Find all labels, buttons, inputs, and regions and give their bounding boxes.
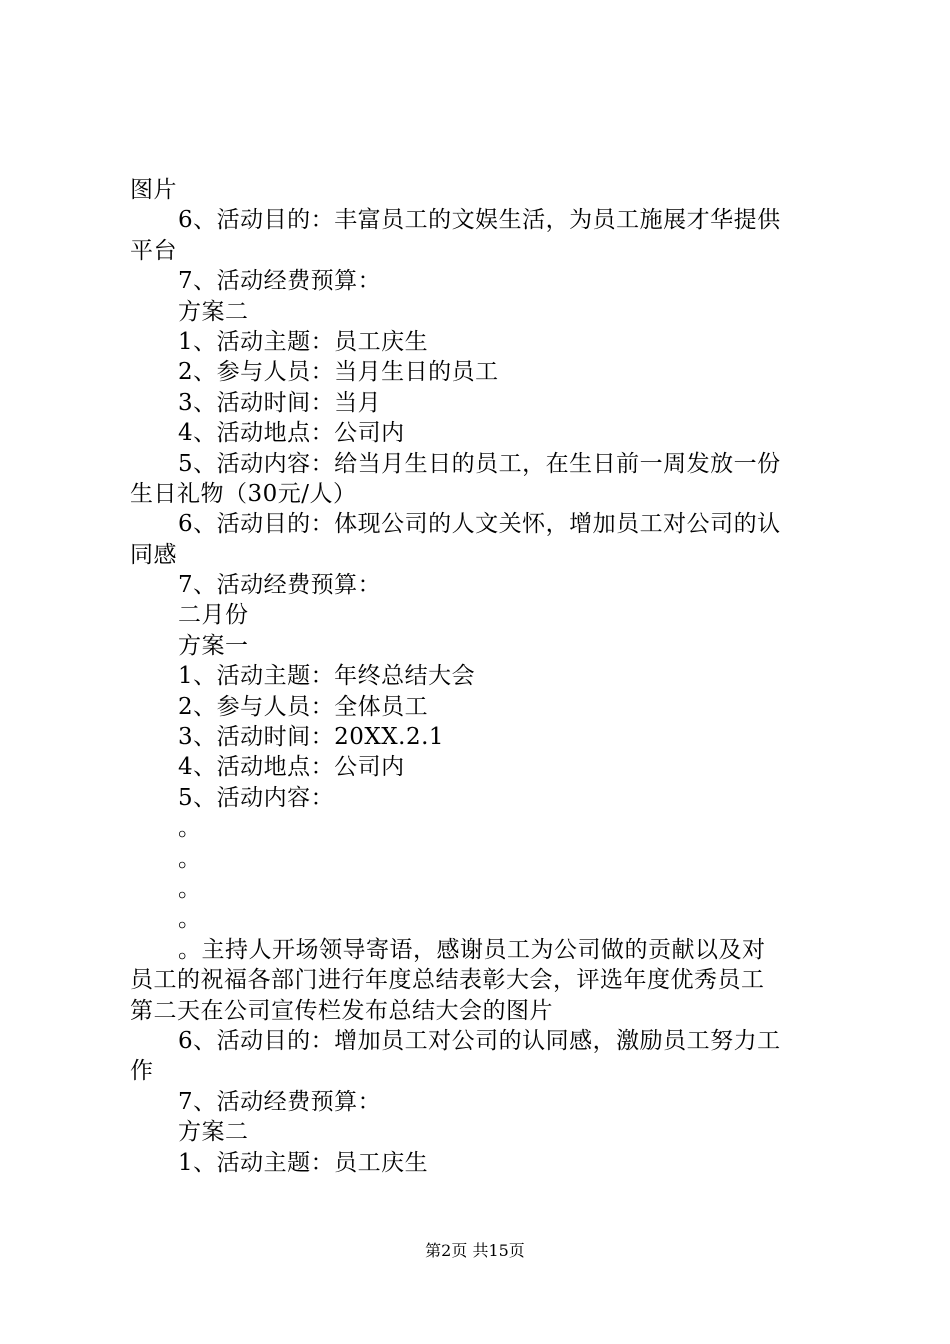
text-line: 3、活动时间：20XX.2.1 bbox=[178, 724, 445, 751]
text-line: 1、活动主题：员工庆生 bbox=[178, 1149, 429, 1176]
text-line: 3、活动时间：当月 bbox=[178, 389, 382, 416]
text-line: 。 bbox=[178, 875, 202, 902]
page-number-footer: 第2页 共15页 bbox=[425, 1241, 525, 1260]
text-line: 4、活动地点：公司内 bbox=[178, 420, 405, 447]
text-line: 4、活动地点：公司内 bbox=[178, 754, 405, 781]
text-line: 方案二 bbox=[178, 1119, 249, 1146]
text-line: 方案一 bbox=[178, 632, 249, 659]
text-line: 图片 bbox=[130, 177, 177, 203]
text-line: 员工的祝福各部门进行年度总结表彰大会，评选年度优秀员工 bbox=[130, 967, 765, 994]
text-line: 7、活动经费预算： bbox=[178, 572, 382, 599]
text-line: 。 bbox=[178, 815, 202, 842]
text-line: 平台 bbox=[130, 237, 177, 264]
text-line: 生日礼物（30元/人） bbox=[130, 480, 357, 507]
text-line: 7、活动经费预算： bbox=[178, 268, 382, 295]
text-line: 。主持人开场领导寄语，感谢员工为公司做的贡献以及对 bbox=[178, 936, 766, 963]
text-line: 方案二 bbox=[178, 298, 249, 325]
text-line: 5、活动内容：给当月生日的员工，在生日前一周发放一份 bbox=[178, 450, 781, 477]
text-line: 6、活动目的：丰富员工的文娱生活，为员工施展才华提供 bbox=[178, 207, 781, 234]
text-line: 作 bbox=[130, 1058, 154, 1085]
text-line: 。 bbox=[178, 906, 202, 933]
text-line: 1、活动主题：年终总结大会 bbox=[178, 663, 476, 690]
text-line: 二月份 bbox=[178, 602, 249, 629]
text-line: 。 bbox=[178, 845, 202, 872]
text-line: 6、活动目的：体现公司的人文关怀，增加员工对公司的认 bbox=[178, 511, 781, 538]
text-line: 2、参与人员：当月生日的员工 bbox=[178, 359, 499, 386]
text-line: 2、参与人员：全体员工 bbox=[178, 693, 429, 720]
text-line: 6、活动目的：增加员工对公司的认同感，激励员工努力工 bbox=[178, 1027, 781, 1054]
text-line: 1、活动主题：员工庆生 bbox=[178, 328, 429, 355]
text-line: 5、活动内容： bbox=[178, 784, 335, 811]
text-line: 第二天在公司宣传栏发布总结大会的图片 bbox=[130, 997, 553, 1024]
text-line: 7、活动经费预算： bbox=[178, 1088, 382, 1115]
text-line: 同感 bbox=[130, 541, 177, 568]
document-body bbox=[130, 175, 840, 1178]
